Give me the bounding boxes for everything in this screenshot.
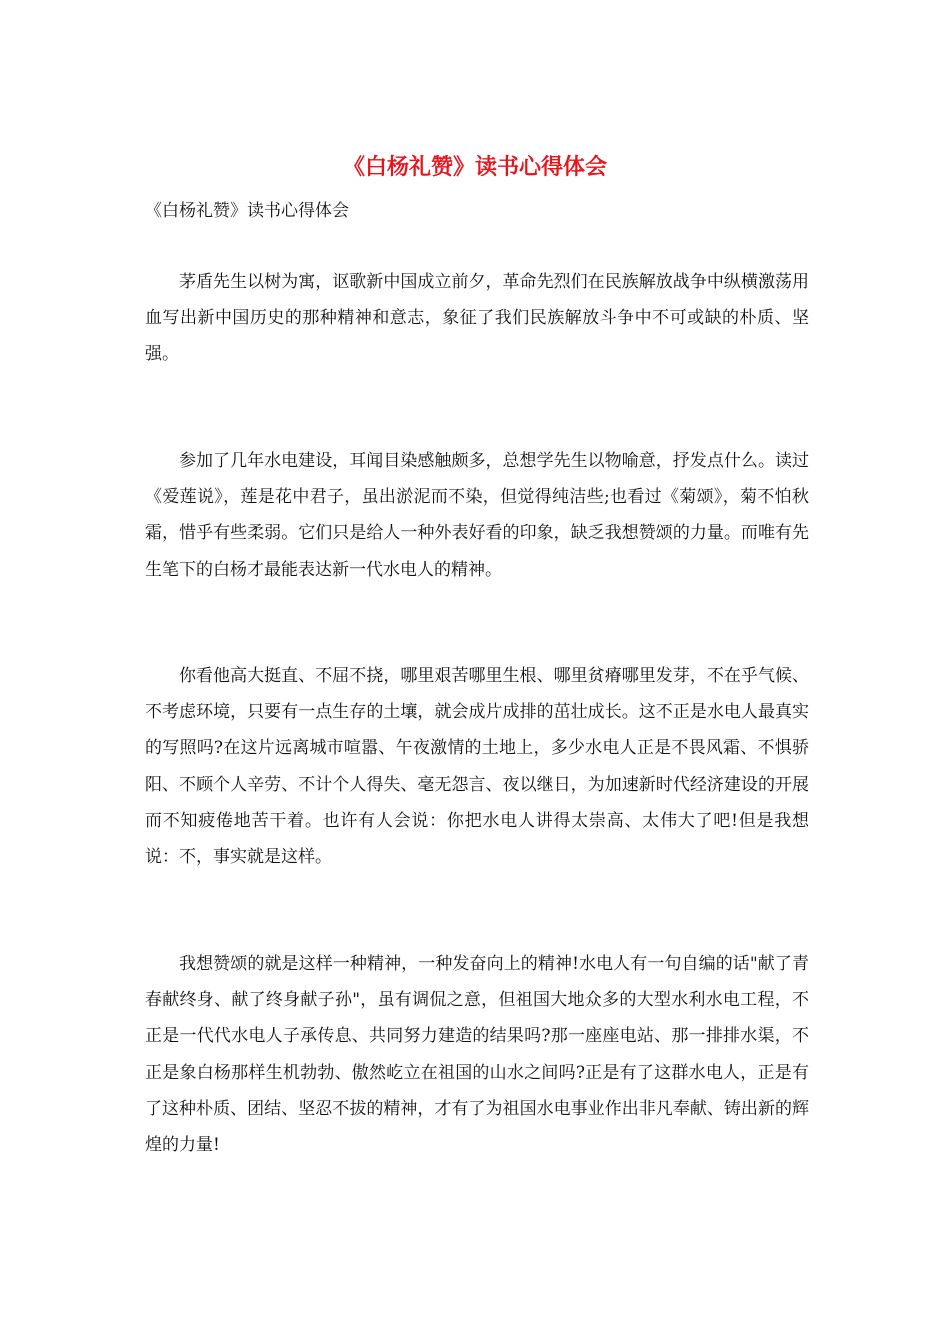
body-paragraph-2: 参加了几年水电建设，耳闻目染感触颇多，总想学先生以物喻意，抒发点什么。读过《爱莲说》，莲是花中君子，虽出淤泥而不染，但觉得纯洁些;也看过《菊颂》，菊不怕秋霜，惜乎有些柔弱。它们只是给人一种外表好看的印象，缺乏我想赞颂的力量。而唯有先生笔下的白杨才最能表达新一代水电人的精神。	[145, 451, 809, 580]
document-subtitle: 《白杨礼赞》读书心得体会	[145, 201, 349, 221]
body-paragraph-4: 我想赞颂的就是这样一种精神，一种发奋向上的精神!水电人有一句自编的话"献了青春献终身、献了终身献子孙"，虽有调侃之意，但祖国大地众多的大型水利水电工程，不正是一代代水电人子承传息、共同努力建造的结果吗?那一座座电站、那一排排水渠，不正是象白杨那样生机勃勃、傲然屹立在祖国的山水之间吗?正是有了这群水电人，正是有了这种朴质、团结、坚忍不拔的精神，才有了为祖国水电事业作出非凡奉献、铸出新的辉煌的力量!	[145, 954, 809, 1156]
body-paragraph-1: 茅盾先生以树为寓，讴歌新中国成立前夕，革命先烈们在民族解放战争中纵横激荡用血写出新中国历史的那种精神和意志，象征了我们民族解放斗争中不可或缺的朴质、坚强。	[145, 272, 809, 365]
body-paragraph-3: 你看他高大挺直、不屈不挠，哪里艰苦哪里生根、哪里贫瘠哪里发芽，不在乎气候、不考虑环境，只要有一点生存的土壤，就会成片成排的茁壮成长。这不正是水电人最真实的写照吗?在这片远离城市喧嚣、午夜激情的土地上，多少水电人正是不畏风霜、不惧骄阳、不顾个人辛劳、不计个人得失、毫无怨言、夜以继日，为加速新时代经济建设的开展而不知疲倦地苦干着。也许有人会说：你把水电人讲得太崇高、太伟大了吧!但是我想说：不，事实就是这样。	[145, 666, 809, 868]
page-title: 《白杨礼赞》读书心得体会	[342, 155, 607, 180]
